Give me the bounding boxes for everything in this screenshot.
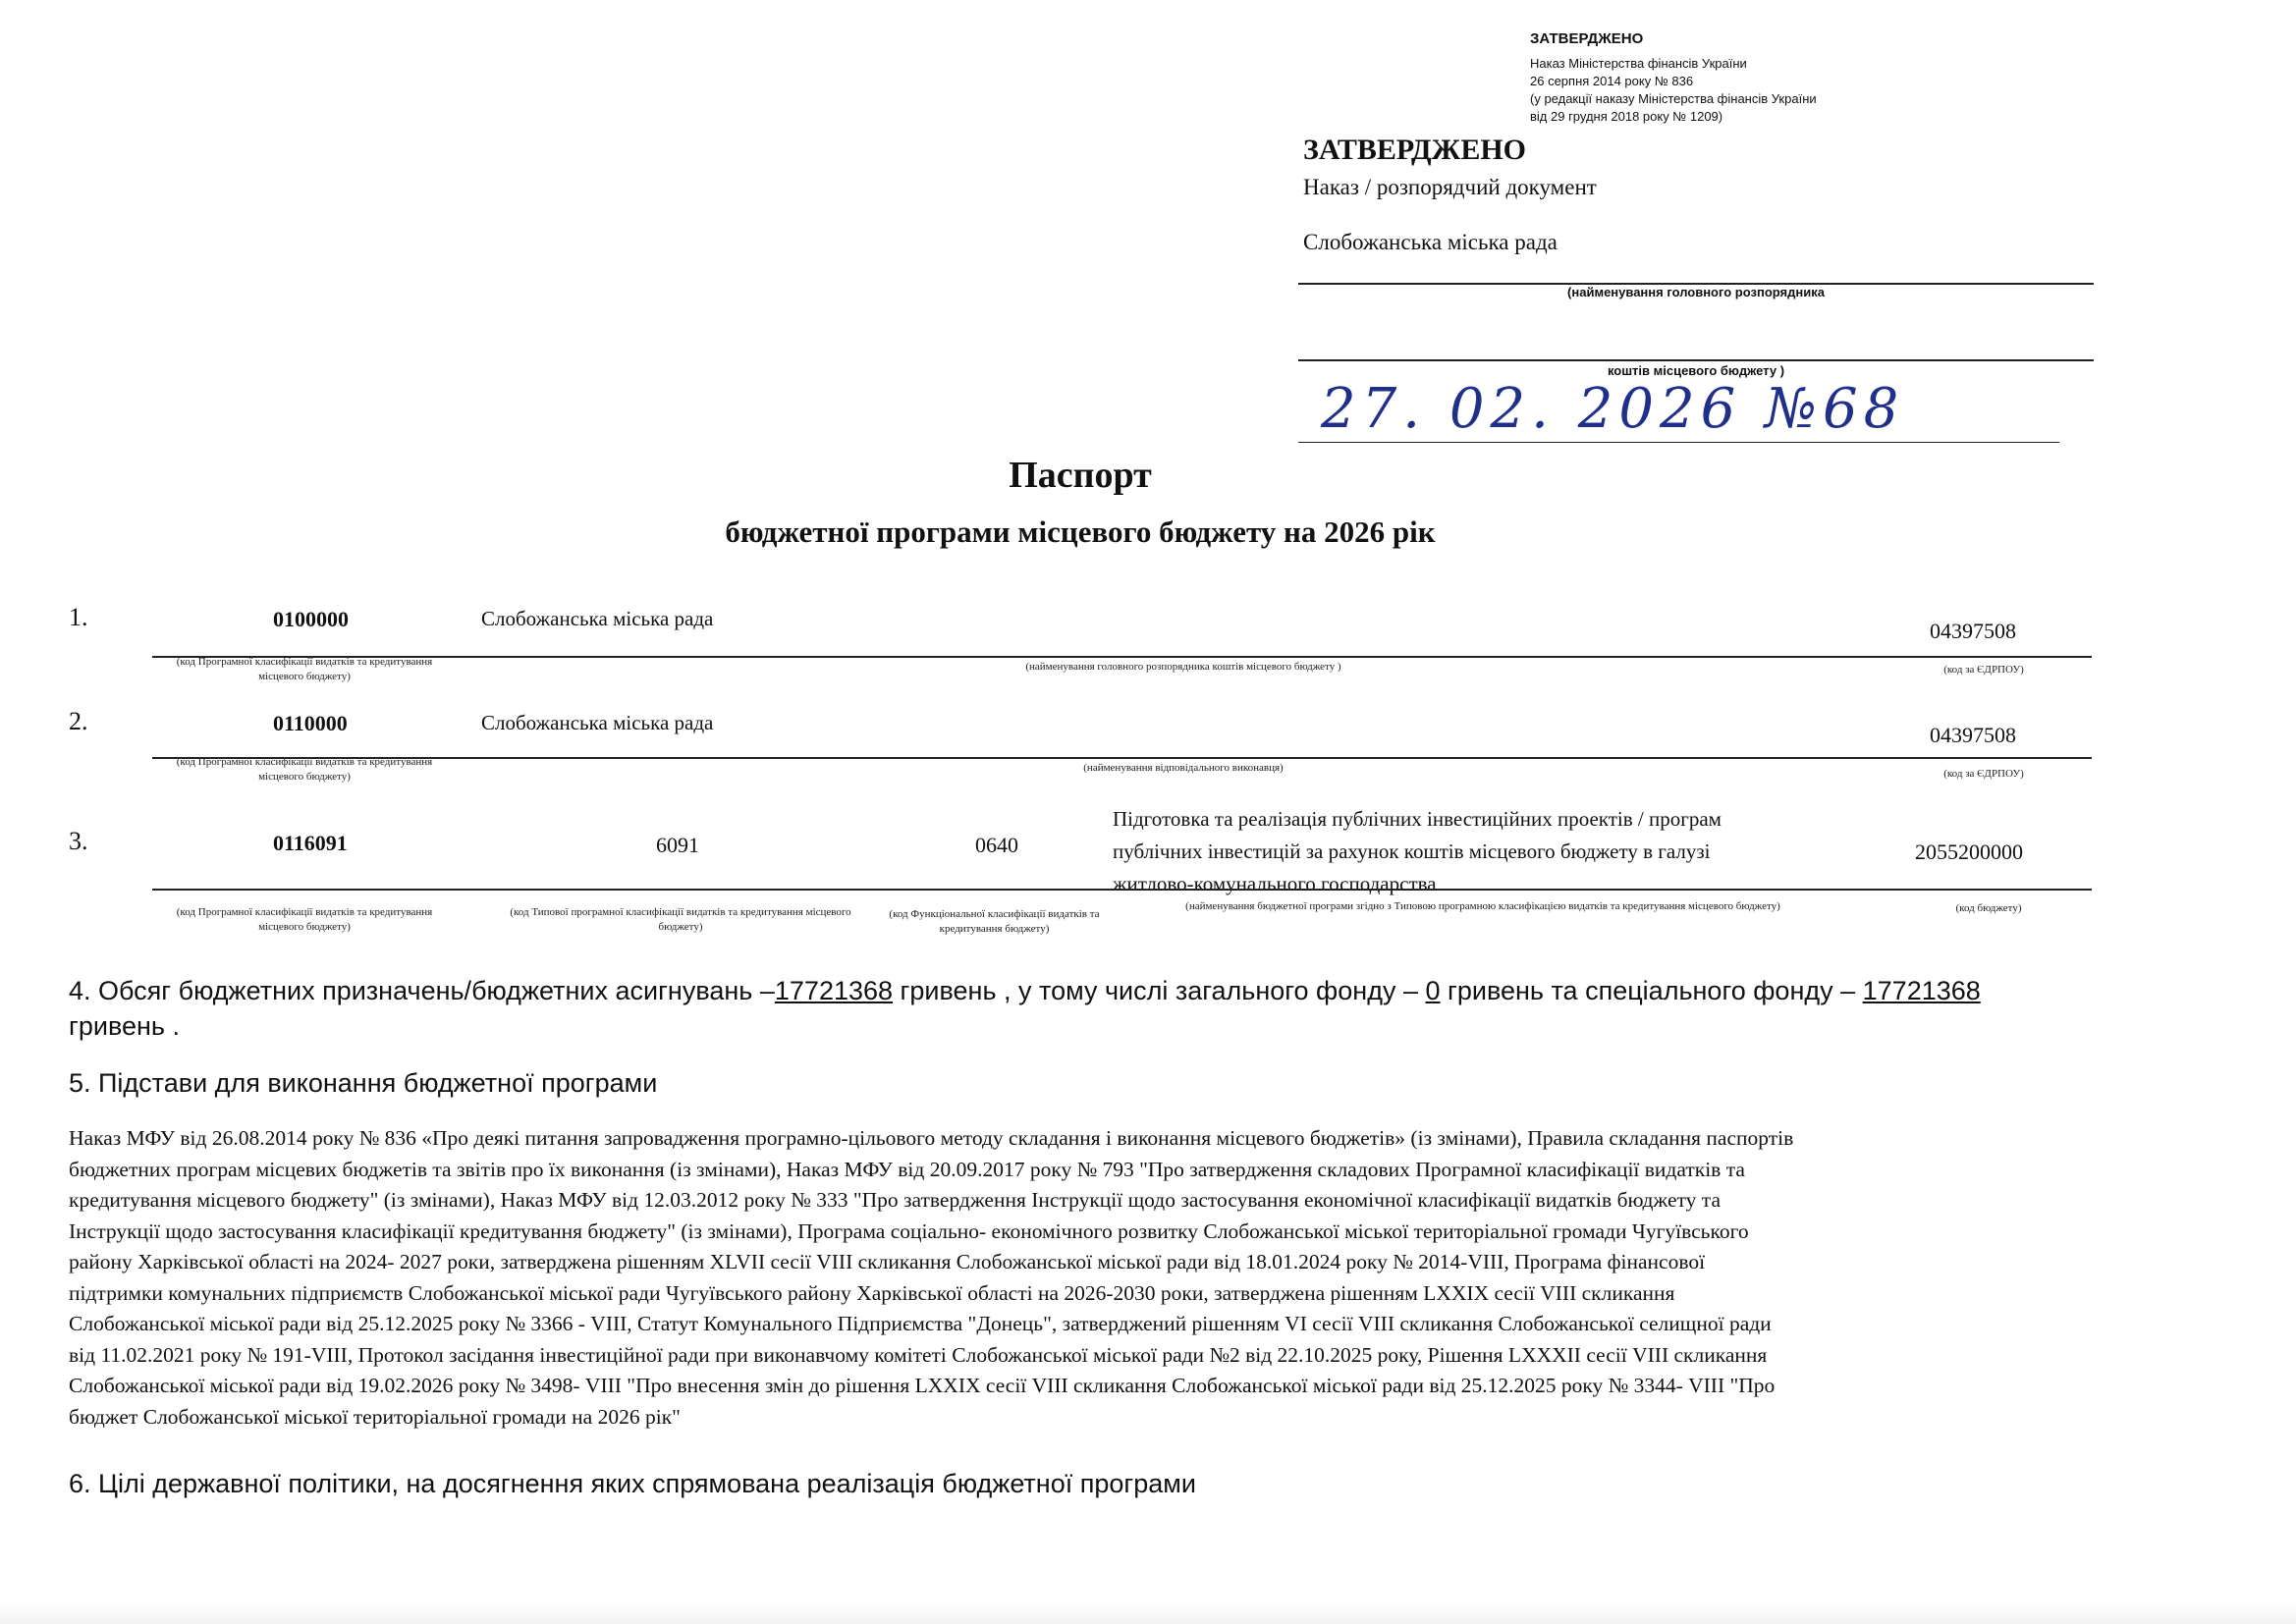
caption-edrpou: (код за ЄДРПОУ)	[1943, 664, 2024, 676]
approved-title: ЗАТВЕРДЖЕНО	[1303, 134, 1526, 166]
executor-name: Слобожанська міська рада	[481, 711, 714, 734]
edrpou-code: 04397508	[1930, 619, 2016, 643]
caption-functional-code: (код Функціональної класифікації видатків та кредитування бюджету)	[889, 908, 1100, 935]
functional-code: 0640	[975, 833, 1018, 857]
page-subtitle: бюджетної програми місцевого бюджету на 2026 рік	[725, 514, 1436, 549]
special-fund-amount: 17721368	[1862, 976, 1981, 1005]
caption-edrpou: (код за ЄДРПОУ)	[1943, 768, 2024, 780]
order-ref-line: 26 серпня 2014 року № 836	[1530, 74, 1694, 88]
order-ref-line: від 29 грудня 2018 року № 1209)	[1530, 109, 1723, 124]
budget-code: 2055200000	[1915, 839, 2023, 864]
section-4-amounts	[69, 976, 2102, 1006]
basis-line: кредитування місцевого бюджету" (із змінами), Наказ МФУ від 12.03.2012 року № 333 "Про затвердження Інструкції щодо застосування економічної класифікації видатків бюджету та	[69, 1188, 1721, 1212]
row-underline	[152, 889, 2092, 891]
basis-line: району Харківської області на 2024- 2027 роки, затверджена рішенням XLVII сесії VIII скликання Слобожанської міської ради від 18.01.2024 року № 2014-VIII, Програма фінансової	[69, 1250, 1706, 1273]
caption-program-code: (код Програмної класифікації видатків та кредитування місцевого бюджету)	[176, 656, 433, 682]
basis-line: Слобожанської міської ради від 19.02.2026 року № 3498- VIII "Про внесення змін до рішення LXXIX сесії VIII скликання Слобожанської міської ради від 25.12.2025 року № 3344- VIII "Про	[69, 1374, 1776, 1397]
basis-line: підтримки комунальних підприємств Слобожанської міської ради Чугуївського району Харківської області на 2026-2030 роки, затверджена рішенням LXXIX сесії VIII скликання	[69, 1280, 1675, 1305]
program-name-line: Підготовка та реалізація публічних інвестиційних проектів / програм	[1113, 807, 1722, 831]
basis-line: Слобожанської міської ради від 25.12.2025 року № 3366 - VIII, Статут Комунального Підприємства "Донець", затверджений рішенням VI сесії VIII скликання Слобожанської селищної ради	[69, 1312, 1772, 1335]
caption-program-code: (код Програмної класифікації видатків та кредитування місцевого бюджету)	[176, 906, 433, 933]
approved-blank-underline	[1298, 359, 2094, 361]
caption-budget-code: (код бюджету)	[1955, 902, 2022, 914]
approved-caption-2: коштів місцевого бюджету )	[1607, 363, 1785, 378]
order-ref-line: Наказ Міністерства фінансів України	[1530, 56, 1747, 71]
section-4-suffix: гривень .	[69, 1011, 180, 1041]
program-name-line: публічних інвестицій за рахунок коштів місцевого бюджету в галузі	[1113, 839, 1711, 863]
general-fund-amount: 0	[1425, 976, 1441, 1005]
basis-line: бюджетних програм місцевих бюджетів та звітів про їх виконання (із змінами), Наказ МФУ від 20.09.2017 року № 793 "Про затвердження складових Програмної класифікації видатків та	[69, 1157, 1745, 1181]
basis-line: бюджет Слобожанської міської територіальної громади на 2026 рік"	[69, 1404, 681, 1429]
caption-executor-name: (найменування відповідального виконавця)	[1083, 762, 1284, 774]
caption-manager-name: (найменування головного розпорядника коштів місцевого бюджету )	[1025, 661, 1341, 673]
row-number: 3.	[69, 827, 88, 855]
caption-program-code: (код Програмної класифікації видатків та кредитування місцевого бюджету)	[176, 756, 433, 783]
approved-caption-1: (найменування головного розпорядника	[1567, 285, 1825, 299]
program-code: 0100000	[273, 607, 349, 631]
section-4-prefix: 4. Обсяг бюджетних призначень/бюджетних асигнувань –	[69, 976, 775, 1005]
handwritten-underline	[1298, 442, 2059, 443]
typical-program-code: 6091	[656, 833, 699, 857]
basis-line: Інструкції щодо застосування класифікації кредитування бюджету" (із змінами), Програма соціально- економічного розвитку Слобожанської міської територіальної громади Чугуївського	[69, 1218, 1749, 1243]
section-5-title: 5. Підстави для виконання бюджетної програми	[69, 1068, 658, 1098]
section-4-mid1: гривень , у тому числі загального фонду –	[893, 976, 1426, 1005]
section-6-title: 6. Цілі державної політики, на досягнення яких спрямована реалізація бюджетної програми	[69, 1469, 1196, 1498]
program-code: 0110000	[273, 711, 348, 735]
program-code: 0116091	[273, 831, 348, 855]
caption-typical-code: (код Типової програмної класифікації видатків та кредитування місцевого бюджету)	[510, 906, 851, 933]
page-title: Паспорт	[1009, 455, 1152, 496]
section-4-mid2: гривень та спеціального фонду –	[1440, 976, 1863, 1005]
scan-edge	[0, 1600, 2296, 1624]
order-ref-line: (у редакції наказу Міністерства фінансів України	[1530, 91, 1817, 106]
basis-line: від 11.02.2021 року № 191-VIII, Протокол засідання інвестиційної ради при виконавчому комітеті Слобожанської міської ради №2 від 22.10.2025 року, Рішення LXXXII сесії VIII скликання	[69, 1342, 1768, 1367]
basis-line: Наказ МФУ від 26.08.2014 року № 836 «Про деякі питання запровадження програмно-цільового методу складання і виконання місцевого бюджетів» (із змінами), Правила складання паспортів	[69, 1126, 1794, 1150]
program-name	[1113, 803, 1859, 900]
row-number: 2.	[69, 707, 88, 735]
order-ref-head: ЗАТВЕРДЖЕНО	[1530, 30, 1644, 47]
handwritten-date-number: 27. 02. 2026 №68	[1321, 377, 1905, 441]
approved-org: Слобожанська міська рада	[1303, 230, 1558, 254]
edrpou-code: 04397508	[1930, 723, 2016, 747]
caption-program-name: (найменування бюджетної програми згідно з Типовою програмною класифікацією видатків та кредитування місцевого бюджету)	[1185, 900, 1780, 912]
manager-name: Слобожанська міська рада	[481, 607, 714, 630]
program-name-line: житлово-комунального господарства	[1113, 872, 1437, 895]
section-5-basis	[69, 1123, 2102, 1433]
row-number: 1.	[69, 603, 88, 631]
total-amount: 17721368	[774, 976, 894, 1005]
approved-doc: Наказ / розпорядчий документ	[1303, 175, 1597, 199]
